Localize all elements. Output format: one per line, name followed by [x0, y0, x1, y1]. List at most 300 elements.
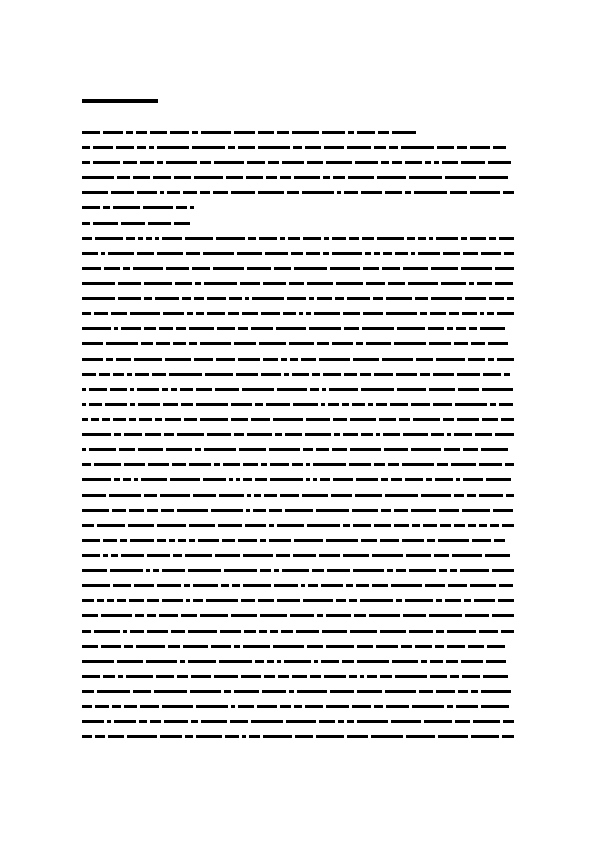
word-mark [399, 418, 410, 421]
word-mark [103, 131, 123, 134]
word-mark [348, 131, 354, 134]
word-mark [342, 660, 354, 663]
word-mark [305, 146, 321, 149]
word-mark [268, 161, 279, 164]
word-mark [180, 388, 193, 391]
word-mark [107, 720, 111, 723]
word-mark [170, 131, 189, 134]
word-mark [106, 342, 138, 345]
word-mark [492, 614, 514, 617]
text-line [82, 143, 514, 153]
word-mark [147, 554, 170, 557]
word-mark [123, 161, 137, 164]
word-mark [456, 478, 460, 481]
word-mark [224, 569, 257, 572]
word-mark [292, 373, 309, 376]
word-mark [149, 146, 154, 149]
word-mark [263, 735, 292, 738]
word-mark [82, 463, 91, 466]
word-mark [99, 373, 110, 376]
word-mark [450, 191, 467, 194]
word-mark [277, 524, 304, 527]
word-mark [290, 358, 298, 361]
word-mark [103, 539, 117, 542]
word-mark [189, 524, 215, 527]
word-mark [228, 312, 239, 315]
word-mark [437, 463, 448, 466]
text-line [82, 445, 514, 455]
word-mark [124, 433, 142, 436]
word-mark [462, 509, 490, 512]
word-mark [445, 599, 461, 602]
word-mark [435, 645, 444, 648]
word-mark [294, 267, 327, 270]
word-mark [492, 569, 514, 572]
word-mark [385, 690, 416, 693]
word-mark [112, 509, 126, 512]
word-mark [205, 373, 233, 376]
word-mark [95, 705, 109, 708]
word-mark [237, 252, 262, 255]
word-mark [425, 161, 431, 164]
word-mark [357, 660, 389, 663]
word-mark [82, 554, 100, 557]
word-mark [405, 478, 423, 481]
word-mark [394, 509, 408, 512]
word-mark [439, 509, 459, 512]
word-mark [284, 373, 289, 376]
word-mark [344, 191, 358, 194]
word-mark [475, 433, 492, 436]
word-mark [454, 494, 464, 497]
word-mark [139, 418, 152, 421]
word-mark [141, 342, 153, 345]
word-mark [471, 690, 478, 693]
word-mark [362, 237, 374, 240]
word-mark [252, 297, 284, 300]
word-mark [244, 630, 256, 633]
word-mark [386, 705, 409, 708]
word-mark [82, 630, 91, 633]
word-mark [505, 463, 514, 466]
word-mark [465, 614, 489, 617]
word-mark [82, 191, 108, 194]
word-mark [501, 630, 514, 633]
word-mark [329, 388, 358, 391]
word-mark [479, 176, 508, 179]
word-mark [280, 494, 299, 497]
word-mark [133, 267, 163, 270]
word-mark [401, 645, 412, 648]
word-mark [319, 358, 350, 361]
word-mark [420, 312, 427, 315]
word-mark [123, 267, 130, 270]
word-mark [447, 705, 453, 708]
word-mark [493, 509, 513, 512]
word-mark [165, 358, 191, 361]
word-mark [463, 448, 478, 451]
text-line [82, 566, 514, 576]
word-mark [118, 675, 123, 678]
word-mark [82, 448, 86, 451]
word-mark [148, 222, 171, 225]
word-mark [276, 327, 306, 330]
word-mark [343, 433, 358, 436]
word-mark [89, 448, 116, 451]
word-mark [374, 252, 380, 255]
word-mark [356, 478, 378, 481]
word-mark [109, 494, 141, 497]
word-mark [107, 599, 114, 602]
word-mark [389, 146, 398, 149]
word-mark [277, 599, 300, 602]
word-mark [284, 660, 311, 663]
word-mark [216, 358, 235, 361]
word-mark [489, 297, 504, 300]
word-mark [82, 720, 104, 723]
word-mark [347, 297, 370, 300]
word-mark [106, 358, 113, 361]
word-mark [134, 478, 138, 481]
word-mark [295, 735, 313, 738]
word-mark [322, 131, 345, 134]
word-mark [316, 509, 349, 512]
word-mark [138, 448, 163, 451]
word-mark [363, 267, 379, 270]
word-mark [503, 720, 514, 723]
word-mark [82, 358, 103, 361]
text-line [82, 491, 514, 501]
word-mark [255, 403, 263, 406]
word-mark [448, 584, 467, 587]
word-mark [190, 206, 194, 209]
word-mark [367, 675, 377, 678]
text-line [82, 476, 514, 486]
word-mark [247, 161, 265, 164]
word-mark [430, 675, 447, 678]
text-line [82, 385, 514, 395]
word-mark [231, 614, 257, 617]
word-mark [331, 494, 352, 497]
word-mark [482, 388, 513, 391]
word-mark [470, 584, 496, 587]
word-mark [421, 660, 427, 663]
word-mark [186, 599, 190, 602]
word-mark [183, 645, 208, 648]
word-mark [357, 720, 388, 723]
word-mark [200, 191, 210, 194]
word-mark [327, 569, 350, 572]
word-mark [187, 312, 193, 315]
word-mark [452, 554, 482, 557]
word-mark [431, 433, 444, 436]
word-mark [285, 433, 302, 436]
word-mark [347, 720, 354, 723]
word-mark [465, 297, 486, 300]
word-mark [162, 388, 168, 391]
word-mark [338, 720, 344, 723]
word-mark [255, 660, 264, 663]
text-line [82, 309, 514, 319]
word-mark [324, 146, 344, 149]
word-mark [162, 599, 183, 602]
word-mark [221, 584, 229, 587]
word-mark [94, 312, 108, 315]
word-mark [236, 478, 240, 481]
text-line [82, 430, 514, 440]
word-mark [238, 146, 255, 149]
text-line [82, 642, 514, 652]
text-line [82, 219, 514, 229]
word-mark [200, 418, 228, 421]
word-mark [360, 373, 371, 376]
word-mark [124, 645, 133, 648]
word-mark [457, 373, 480, 376]
word-mark [128, 524, 154, 527]
word-mark [177, 433, 204, 436]
word-mark [396, 599, 402, 602]
word-mark [377, 237, 404, 240]
word-mark [411, 252, 415, 255]
word-mark [103, 206, 110, 209]
word-mark [468, 645, 484, 648]
word-mark [376, 403, 387, 406]
word-mark [135, 614, 144, 617]
word-mark [126, 675, 153, 678]
word-mark [470, 146, 490, 149]
word-mark [343, 554, 369, 557]
word-mark [293, 146, 302, 149]
word-mark [82, 690, 94, 693]
word-mark [162, 569, 185, 572]
word-mark [120, 539, 127, 542]
word-mark [293, 403, 318, 406]
word-mark [129, 509, 144, 512]
word-mark [139, 720, 147, 723]
word-mark [185, 554, 212, 557]
word-mark [164, 433, 174, 436]
word-mark [246, 176, 263, 179]
word-mark [140, 705, 159, 708]
word-mark [259, 237, 277, 240]
word-mark [415, 645, 432, 648]
word-mark [426, 478, 432, 481]
word-mark [334, 433, 340, 436]
word-mark [82, 131, 100, 134]
word-mark [374, 524, 391, 527]
word-mark [330, 267, 360, 270]
word-mark [402, 539, 424, 542]
word-mark [287, 297, 306, 300]
word-mark [332, 252, 362, 255]
word-mark [162, 237, 182, 240]
word-mark [499, 403, 513, 406]
word-mark [267, 660, 274, 663]
word-mark [280, 237, 285, 240]
word-mark [200, 342, 231, 345]
word-mark [507, 297, 514, 300]
word-mark [344, 327, 359, 330]
word-mark [101, 645, 121, 648]
text-line [82, 536, 514, 546]
word-mark [261, 463, 267, 466]
word-mark [137, 191, 157, 194]
word-mark [189, 342, 197, 345]
word-mark [111, 554, 118, 557]
text-line [82, 702, 514, 712]
word-mark [82, 494, 106, 497]
word-mark [282, 161, 304, 164]
word-mark [196, 705, 228, 708]
word-mark [245, 524, 266, 527]
word-mark [121, 222, 145, 225]
word-mark [336, 599, 346, 602]
word-mark [326, 161, 352, 164]
word-mark [223, 463, 240, 466]
word-mark [445, 176, 476, 179]
word-mark [157, 524, 186, 527]
word-mark [102, 418, 110, 421]
word-mark [130, 539, 154, 542]
word-mark [154, 690, 187, 693]
word-mark [405, 599, 433, 602]
word-mark [395, 252, 408, 255]
word-mark [192, 131, 198, 134]
word-mark [322, 388, 326, 391]
word-mark [388, 282, 405, 285]
word-mark [177, 675, 188, 678]
word-mark [292, 131, 319, 134]
word-mark [457, 418, 479, 421]
word-mark [91, 418, 99, 421]
word-mark [193, 584, 218, 587]
word-mark [257, 705, 277, 708]
text-line [82, 204, 514, 214]
word-mark [176, 206, 187, 209]
word-mark [269, 509, 282, 512]
word-mark [277, 388, 307, 391]
word-mark [372, 584, 388, 587]
word-mark [269, 524, 274, 527]
word-mark [301, 584, 305, 587]
word-mark [137, 388, 159, 391]
word-mark [434, 161, 439, 164]
word-mark [391, 720, 421, 723]
word-mark [454, 342, 468, 345]
word-mark [355, 494, 382, 497]
word-mark [251, 720, 283, 723]
word-mark [454, 524, 465, 527]
word-mark [133, 690, 151, 693]
word-mark [175, 282, 192, 285]
word-mark [117, 660, 143, 663]
word-mark [93, 146, 113, 149]
word-mark [136, 645, 165, 648]
word-mark [82, 252, 98, 255]
text-line [82, 551, 514, 561]
word-mark [497, 312, 514, 315]
word-mark [161, 509, 174, 512]
word-mark [439, 569, 447, 572]
word-mark [473, 720, 500, 723]
word-mark [328, 403, 339, 406]
word-mark [411, 509, 436, 512]
word-mark [159, 327, 173, 330]
word-mark [419, 690, 433, 693]
word-mark [293, 554, 316, 557]
word-mark [241, 599, 255, 602]
word-mark [215, 388, 239, 391]
word-mark [195, 448, 201, 451]
word-mark [332, 237, 346, 240]
word-mark [104, 267, 120, 270]
word-mark [462, 675, 480, 678]
word-mark [137, 146, 146, 149]
word-mark [261, 312, 280, 315]
word-mark [169, 373, 202, 376]
word-mark [297, 690, 327, 693]
word-mark [95, 735, 105, 738]
word-mark [461, 237, 467, 240]
word-mark [302, 191, 334, 194]
word-mark [266, 176, 277, 179]
word-mark [320, 478, 330, 481]
word-mark [479, 463, 502, 466]
word-mark [392, 660, 418, 663]
word-mark [365, 252, 371, 255]
word-mark [101, 252, 105, 255]
word-mark [97, 690, 130, 693]
text-line [82, 173, 514, 183]
word-mark [213, 267, 244, 270]
word-mark [344, 373, 357, 376]
word-mark [391, 478, 402, 481]
word-mark [481, 448, 508, 451]
word-mark [192, 267, 210, 270]
word-mark [170, 478, 200, 481]
word-mark [278, 675, 289, 678]
word-mark [314, 660, 318, 663]
word-mark [226, 176, 243, 179]
word-mark [82, 267, 101, 270]
word-mark [105, 403, 127, 406]
word-mark [310, 675, 321, 678]
word-mark [265, 252, 288, 255]
word-mark [262, 690, 286, 693]
word-mark [264, 494, 277, 497]
word-mark [82, 675, 100, 678]
word-mark [224, 690, 231, 693]
word-mark [306, 252, 320, 255]
word-mark [276, 554, 290, 557]
word-mark [282, 569, 309, 572]
word-mark [234, 342, 256, 345]
word-mark [386, 297, 412, 300]
word-mark [150, 720, 161, 723]
word-mark [461, 660, 483, 663]
word-mark [472, 539, 491, 542]
word-mark [309, 327, 341, 330]
word-mark [352, 705, 371, 708]
word-mark [277, 660, 281, 663]
word-mark [383, 252, 392, 255]
word-mark [82, 478, 111, 481]
word-mark [112, 705, 121, 708]
word-mark [493, 146, 506, 149]
word-mark [489, 237, 496, 240]
word-mark [166, 267, 189, 270]
word-mark [184, 418, 197, 421]
